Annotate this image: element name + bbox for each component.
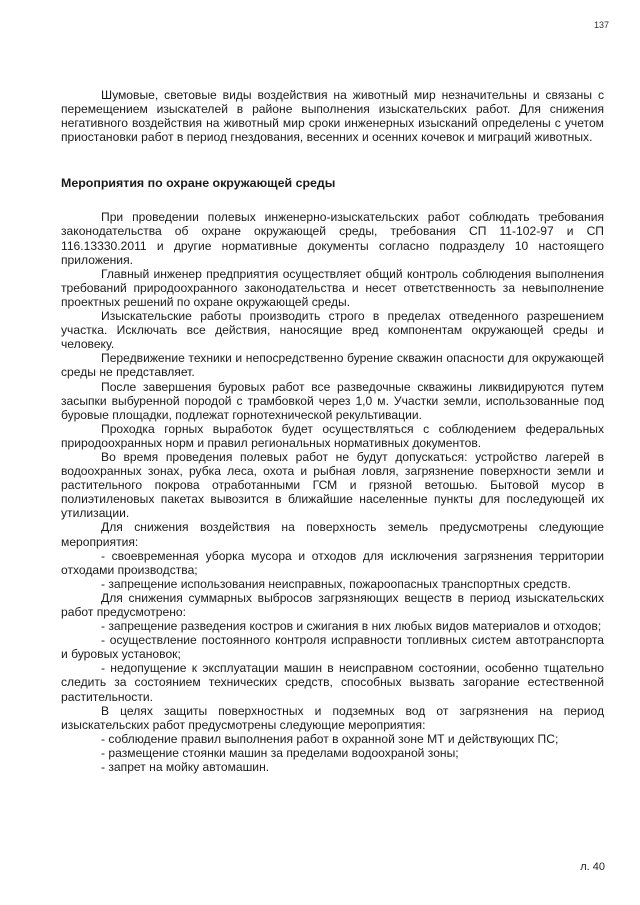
document-body	[61, 88, 604, 774]
list-item: - своевременная уборка мусора и отходов для исключения загрязнения территории отходами производства;	[61, 548, 604, 577]
paragraph: Во время проведения полевых работ не будут допускаться: устройство лагерей в водоохранных зонах, рубка леса, охота и рыбная ловля, загрязнение поверхности земли и растительного покрова отработанными ГСМ и грязной ветошью. Бытовой мусор в полиэтиленовых пакетах вывозится в ближайшие населенные пункты для последующей их утилизации.	[61, 449, 604, 521]
paragraph: Передвижение техники и непосредственно бурение скважин опасности для окружающей среды не представляет.	[61, 351, 604, 380]
footer-page-number: л. 40	[580, 861, 605, 873]
page-number-top: 137	[593, 20, 609, 30]
paragraph: Проходка горных выработок будет осуществляться с соблюдением федеральных природоохранных норм и правил региональных нормативных документов.	[61, 421, 604, 450]
paragraph: Для снижения суммарных выбросов загрязняющих веществ в период изыскательских работ предусмотрено:	[61, 590, 604, 619]
list-item: - соблюдение правил выполнения работ в охранной зоне МТ и действующих ПС;	[101, 731, 559, 746]
section-heading: Мероприятия по охране окружающей среды	[61, 176, 336, 191]
list-item: - размещение стоянки машин за пределами водоохраной зоны;	[101, 745, 459, 760]
list-item: - запрет на мойку автомашин.	[101, 760, 270, 775]
intro-paragraph: Шумовые, световые виды воздействия на животный мир незначительны и связаны с перемещением изыскателей в районе выполнения изыскательских работ. Для снижения негативного воздействия на животный мир сроки инженерных изысканий определены с учетом приостановки работ в период гнездования, весенних и осенних кочевок и миграций животных.	[61, 88, 604, 145]
list-item: - запрещение использования неисправных, пожароопасных транспортных средств.	[101, 576, 571, 591]
paragraph: В целях защиты поверхностных и подземных вод от загрязнения на период изыскательских работ предусмотрены следующие мероприятия:	[61, 703, 604, 732]
paragraph: Главный инженер предприятия осуществляет общий контроль соблюдения выполнения требований природоохранного законодательства и несет ответственность за невыполнение проектных решений по охране окружающей среды.	[61, 266, 604, 309]
list-item: - недопущение к эксплуатации машин в неисправном состоянии, особенно тщательно следить за состоянием технических средств, способных вызвать загорание естественной растительности.	[61, 661, 604, 704]
paragraph: При проведении полевых инженерно-изыскательских работ соблюдать требования законодательства об охране окружающей среды, требования СП 11-102-97 и СП 116.13330.2011 и другие нормативные документы согласно подразделу 10 настоящего приложения.	[61, 210, 604, 267]
list-item: - запрещение разведения костров и сжигания в них любых видов материалов и отходов;	[101, 619, 602, 634]
paragraph: Изыскательские работы производить строго в пределах отведенного разрешением участка. Исключать все действия, наносящие вред компонентам окружающей среды и человеку.	[61, 309, 604, 352]
paragraph: Для снижения воздействия на поверхность земель предусмотрены следующие мероприятия:	[61, 520, 604, 549]
list-item: - осуществление постоянного контроля исправности топливных систем автотранспорта и буровых установок;	[61, 633, 604, 662]
paragraph: После завершения буровых работ все разведочные скважины ликвидируются путем засыпки выбуренной породой с трамбовкой через 1,0 м. Участки земли, использованные под буровые площадки, подлежат горнотехнической рекультивации.	[61, 379, 604, 422]
